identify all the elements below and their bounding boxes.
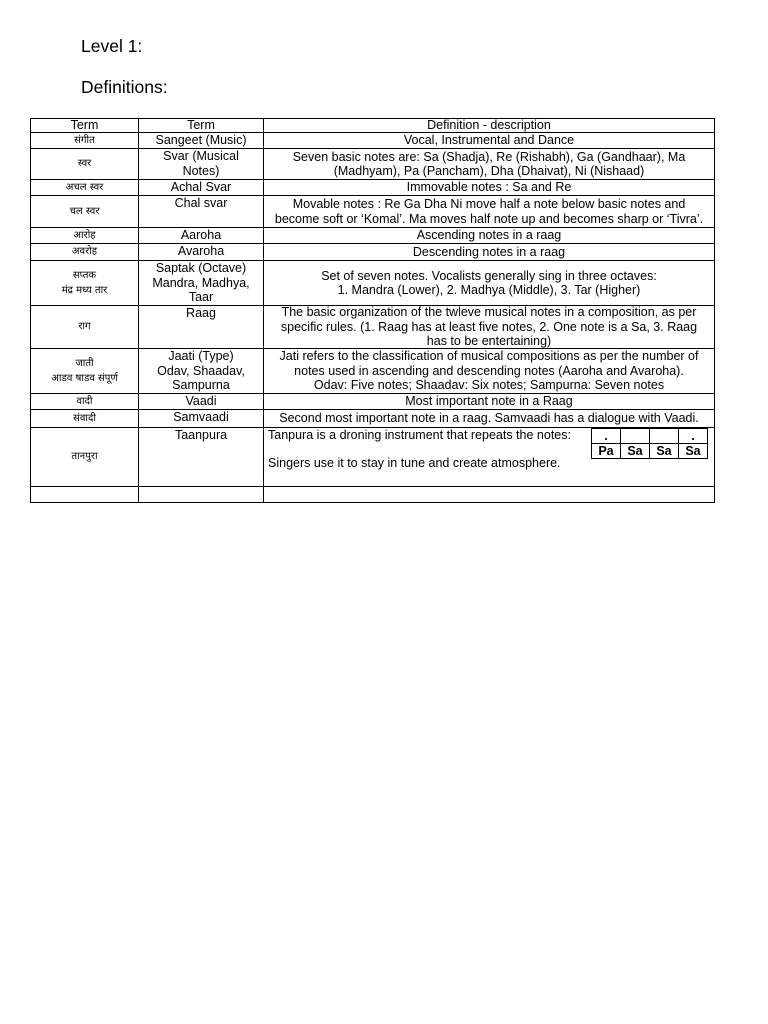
table-row — [31, 133, 715, 149]
term-hindi-text: संवादी — [73, 412, 96, 424]
term-english-text: Samvaadi — [173, 410, 229, 424]
term-hindi-text: संगीत — [74, 134, 95, 146]
note-cell: Sa — [621, 444, 650, 459]
octave-mark-cell: . — [592, 429, 621, 444]
term-english-cell — [139, 349, 264, 393]
empty-cell — [31, 487, 139, 502]
term-english-text: Odav, Shaadav, — [157, 363, 245, 378]
term-english-cell — [139, 410, 264, 427]
definition-cell — [264, 196, 715, 227]
term-english-cell — [139, 180, 264, 195]
term-english-cell — [139, 149, 264, 179]
term-english-text: Chal svar — [174, 196, 228, 210]
term-english-text: Saptak (Octave) — [155, 261, 247, 275]
definition-cell — [264, 149, 715, 179]
term-hindi-text: राग — [78, 321, 91, 333]
term-hindi-cell — [31, 261, 139, 305]
term-hindi-text: स्वर — [77, 158, 92, 170]
definition-cell — [264, 410, 715, 427]
definition-text: Descending notes in a raag — [412, 244, 566, 259]
term-english-cell — [139, 394, 264, 409]
definition-text: Jati refers to the classification of musical compositions as per the number of — [279, 349, 699, 364]
definition-text: Most important note in a Raag — [405, 394, 573, 409]
header-term-english: Term — [139, 119, 264, 132]
term-hindi-text: आरोह — [73, 229, 96, 241]
definition-cell — [264, 261, 715, 305]
section-heading: Definitions: — [81, 77, 168, 97]
term-english-text: Mandra, Madhya, — [152, 275, 250, 290]
table-row — [31, 244, 715, 261]
table-row — [31, 261, 715, 306]
term-english-text: Notes) — [182, 163, 220, 178]
term-hindi-cell — [31, 133, 139, 148]
term-hindi-cell — [31, 410, 139, 427]
definition-cell — [264, 394, 715, 409]
definition-text: Odav: Five notes; Shaadav: Six notes; Sampurna: Seven notes — [313, 378, 665, 393]
term-english-text: Avaroha — [177, 244, 225, 258]
term-english-text: Aaroha — [180, 228, 222, 242]
definition-text: Seven basic notes are: Sa (Shadja), Re (Rishabh), Ga (Gandhaar), Ma — [292, 149, 686, 164]
table-row — [31, 228, 715, 244]
term-english-text: Vaadi — [185, 394, 217, 408]
term-hindi-text: सप्तक — [72, 269, 97, 281]
empty-cell — [139, 487, 264, 502]
term-english-cell — [139, 133, 264, 148]
term-hindi-text: मंद्र मध्य तार — [61, 285, 108, 296]
term-english-text: Sampurna — [172, 378, 230, 392]
term-hindi-text: चल स्वर — [69, 205, 100, 217]
term-hindi-cell — [31, 180, 139, 195]
definition-cell — [264, 428, 715, 486]
term-hindi-cell — [31, 149, 139, 179]
definition-text: 1. Mandra (Lower), 2. Madhya (Middle), 3. Tar (Higher) — [337, 283, 641, 297]
table-row — [31, 196, 715, 228]
term-english-cell — [139, 306, 264, 348]
term-hindi-cell — [31, 196, 139, 227]
definition-text: Tanpura is a droning instrument that repeats the notes: — [268, 428, 571, 442]
definition-cell — [264, 228, 715, 243]
definition-text: Singers use it to stay in tune and create atmosphere. — [268, 456, 561, 470]
octave-mark-cell: . — [679, 429, 708, 444]
definition-text: The basic organization of the twleve musical notes in a composition, as per — [281, 305, 697, 320]
term-english-cell — [139, 244, 264, 260]
table-row — [31, 428, 715, 487]
definition-text: has to be entertaining) — [426, 334, 552, 349]
definition-cell — [264, 349, 715, 393]
octave-mark-cell — [650, 429, 679, 444]
definition-cell — [264, 306, 715, 348]
definition-cell — [264, 133, 715, 148]
term-hindi-text: वादी — [76, 395, 93, 407]
term-english-text: Taanpura — [174, 428, 228, 442]
term-hindi-text: जाती — [75, 357, 94, 369]
table-row — [31, 149, 715, 180]
table-row — [31, 394, 715, 410]
level-heading: Level 1: — [81, 36, 143, 56]
definition-text: specific rules. (1. Raag has at least five notes, 2. One note is a Sa, 3. Raag — [280, 319, 698, 334]
definition-text: Set of seven notes. Vocalists generally sing in three octaves: — [321, 268, 657, 283]
definition-cell — [264, 244, 715, 260]
table-row — [31, 180, 715, 196]
definition-cell — [264, 180, 715, 195]
note-cell: Sa — [650, 444, 679, 459]
definition-text: (Madhyam), Pa (Pancham), Dha (Dhaivat), Ni (Nishaad) — [333, 164, 645, 178]
term-english-text: Taar — [188, 290, 214, 304]
table-row — [31, 306, 715, 349]
table-row — [31, 410, 715, 428]
term-english-cell — [139, 228, 264, 243]
definition-text: notes used in ascending and descending notes (Aaroha and Avaroha). — [294, 363, 684, 378]
empty-table-row — [31, 487, 715, 503]
tanpura-notes-grid — [591, 428, 708, 459]
term-hindi-cell — [31, 306, 139, 348]
definitions-table — [30, 118, 715, 503]
header-definition: Definition - description — [264, 119, 715, 132]
term-hindi-text: तानपुरा — [71, 451, 98, 463]
definition-text: Vocal, Instrumental and Dance — [403, 133, 575, 148]
term-english-cell — [139, 196, 264, 227]
table-row — [31, 349, 715, 394]
term-hindi-text: आडव षाडव संपूर्ण — [51, 373, 118, 384]
term-english-text: Sangeet (Music) — [155, 133, 247, 147]
term-hindi-text: अचल स्वर — [65, 181, 104, 193]
term-english-text: Svar (Musical — [163, 149, 239, 163]
term-english-text: Achal Svar — [170, 180, 232, 194]
term-english-text: Jaati (Type) — [168, 349, 234, 363]
term-english-cell — [139, 428, 264, 486]
term-english-text: Raag — [186, 306, 216, 320]
octave-mark-row — [592, 429, 708, 444]
term-hindi-cell — [31, 228, 139, 243]
table-header-row — [31, 119, 715, 133]
term-hindi-cell — [31, 428, 139, 486]
octave-mark-cell — [621, 429, 650, 444]
note-row — [592, 444, 708, 459]
definition-text: Movable notes : Re Ga Dha Ni move half a note below basic notes and — [292, 197, 686, 211]
empty-cell — [264, 487, 715, 502]
term-english-cell — [139, 261, 264, 305]
definition-text: Ascending notes in a raag — [416, 228, 562, 243]
definition-text: Second most important note in a raag. Samvaadi has a dialogue with Vaadi. — [279, 411, 699, 426]
term-hindi-cell — [31, 349, 139, 393]
term-hindi-text: अवरोह — [71, 246, 98, 258]
note-cell: Pa — [592, 444, 621, 459]
term-hindi-cell — [31, 244, 139, 260]
header-term-hindi: Term — [31, 119, 139, 132]
definition-text: Immovable notes : Sa and Re — [406, 180, 572, 195]
term-hindi-cell — [31, 394, 139, 409]
note-cell: Sa — [679, 444, 708, 459]
definition-text: become soft or ‘Komal’. Ma moves half note up and becomes sharp or ‘Tivra’. — [274, 211, 704, 226]
